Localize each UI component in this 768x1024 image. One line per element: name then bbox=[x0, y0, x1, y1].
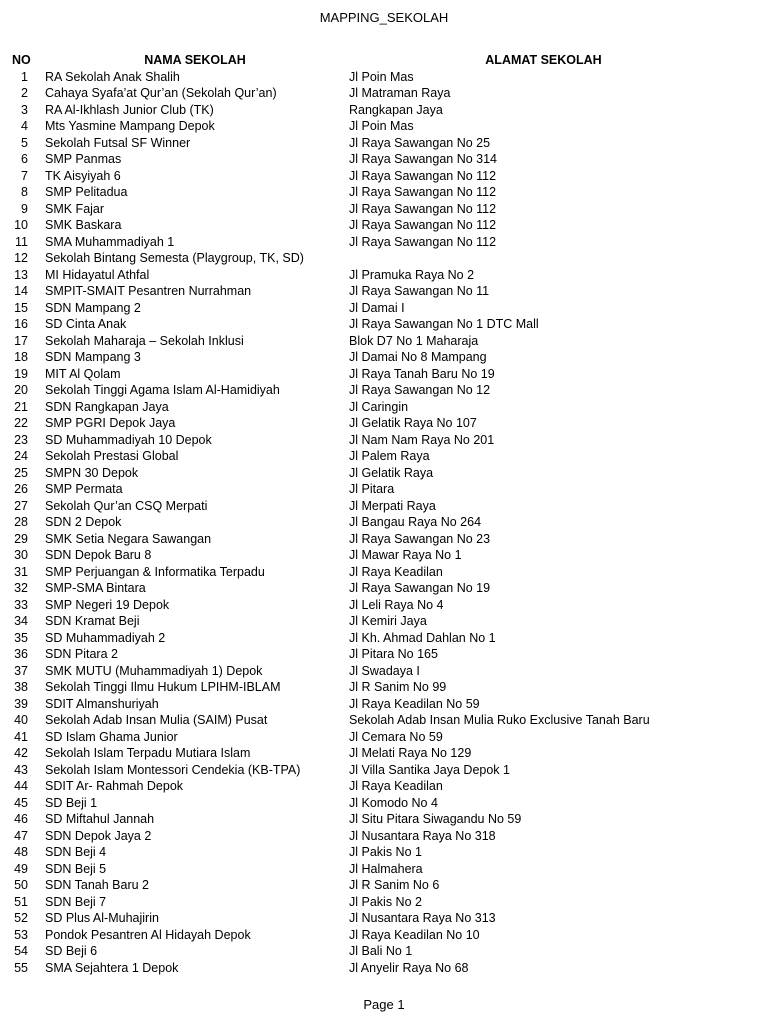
school-name: SDIT Ar- Rahmah Depok bbox=[45, 779, 184, 793]
row-number: 35 bbox=[14, 630, 28, 645]
table-row bbox=[0, 960, 768, 977]
row-number: 13 bbox=[14, 267, 28, 282]
school-name: SMP Negeri 19 Depok bbox=[45, 597, 170, 612]
row-number: 9 bbox=[21, 201, 28, 216]
table-row bbox=[0, 795, 768, 812]
school-address: Jl Raya Sawangan No 112 bbox=[349, 185, 497, 199]
row-number: 27 bbox=[14, 498, 28, 513]
school-name: SD Islam Ghama Junior bbox=[45, 729, 178, 744]
row-number: 20 bbox=[14, 383, 28, 397]
school-name: Pondok Pesantren Al Hidayah Depok bbox=[45, 927, 251, 942]
school-name: SD Miftahul Jannah bbox=[45, 812, 155, 826]
school-name: SDN Pitara 2 bbox=[45, 647, 118, 661]
table-row bbox=[0, 217, 768, 234]
table-row bbox=[0, 828, 768, 845]
school-address: Rangkapan Jaya bbox=[349, 102, 443, 117]
school-name: TK Aisyiyah 6 bbox=[45, 168, 121, 183]
row-number: 48 bbox=[14, 845, 28, 859]
school-address: Blok D7 No 1 Maharaja bbox=[349, 333, 479, 348]
school-address: Jl Matraman Raya bbox=[349, 86, 451, 100]
document-title: MAPPING_SEKOLAH bbox=[319, 10, 449, 25]
school-address: Jl Pakis No 1 bbox=[349, 845, 422, 859]
school-table-container bbox=[0, 52, 768, 976]
school-address: Jl Poin Mas bbox=[349, 119, 414, 133]
school-name: SDN Rangkapan Jaya bbox=[45, 399, 169, 414]
table-row bbox=[0, 366, 768, 383]
school-address: Jl Raya Sawangan No 23 bbox=[349, 531, 491, 546]
school-address: Jl Pakis No 2 bbox=[349, 894, 422, 909]
table-row bbox=[0, 300, 768, 317]
table-row bbox=[0, 234, 768, 251]
row-number: 37 bbox=[14, 663, 28, 678]
school-address: Jl Leli Raya No 4 bbox=[349, 597, 444, 612]
row-number: 42 bbox=[14, 746, 28, 760]
row-number: 6 bbox=[21, 152, 28, 166]
school-name: SD Plus Al-Muhajirin bbox=[45, 911, 159, 925]
table-row bbox=[0, 399, 768, 416]
table-row bbox=[0, 597, 768, 614]
table-row bbox=[0, 432, 768, 449]
row-number: 5 bbox=[21, 135, 28, 150]
row-number: 1 bbox=[21, 69, 28, 84]
school-address: Sekolah Adab Insan Mulia Ruko Exclusive Tanah Baru bbox=[349, 713, 650, 727]
row-number: 53 bbox=[14, 927, 28, 942]
school-name: SDN Depok Baru 8 bbox=[45, 548, 152, 562]
school-name: SD Beji 6 bbox=[45, 944, 98, 958]
row-number: 36 bbox=[14, 647, 28, 661]
table-row bbox=[0, 135, 768, 152]
row-number: 39 bbox=[14, 696, 28, 711]
school-address: Jl Pitara bbox=[349, 482, 395, 496]
school-address: Jl Raya Sawangan No 25 bbox=[349, 135, 491, 150]
school-name: SDN Depok Jaya 2 bbox=[45, 828, 152, 843]
school-address: Jl R Sanim No 99 bbox=[349, 680, 447, 694]
school-address: Jl Anyelir Raya No 68 bbox=[349, 960, 469, 975]
school-name: Sekolah Islam Terpadu Mutiara Islam bbox=[45, 746, 251, 760]
school-address: Jl Mawar Raya No 1 bbox=[349, 548, 462, 562]
school-name: SMA Muhammadiyah 1 bbox=[45, 234, 175, 249]
school-name: SMP Pelitadua bbox=[45, 185, 128, 199]
school-name: SDN Beji 7 bbox=[45, 894, 107, 909]
school-address: Jl Raya Sawangan No 112 bbox=[349, 201, 497, 216]
school-address: Jl Pitara No 165 bbox=[349, 647, 438, 661]
table-row bbox=[0, 547, 768, 564]
school-address bbox=[349, 250, 768, 267]
school-address: Jl Kh. Ahmad Dahlan No 1 bbox=[349, 630, 496, 645]
school-address: Jl Bangau Raya No 264 bbox=[349, 515, 482, 529]
school-table bbox=[0, 52, 768, 976]
school-address: Jl Swadaya I bbox=[349, 663, 420, 678]
school-name: SMP Panmas bbox=[45, 152, 122, 166]
school-name: SMPN 30 Depok bbox=[45, 465, 139, 480]
school-name: Cahaya Syafa’at Qur’an (Sekolah Qur’an) bbox=[45, 86, 277, 100]
row-number: 49 bbox=[14, 861, 28, 876]
school-address: Jl Gelatik Raya bbox=[349, 465, 434, 480]
row-number: 8 bbox=[21, 185, 28, 199]
school-name: SMP-SMA Bintara bbox=[45, 581, 146, 595]
school-address: Jl Raya Keadilan bbox=[349, 564, 443, 579]
school-name: Mts Yasmine Mampang Depok bbox=[45, 119, 215, 133]
header-school-address: ALAMAT SEKOLAH bbox=[485, 53, 602, 67]
school-name: SMA Sejahtera 1 Depok bbox=[45, 960, 179, 975]
table-row bbox=[0, 613, 768, 630]
table-row bbox=[0, 564, 768, 581]
school-name: SDIT Almanshuriyah bbox=[45, 696, 159, 711]
school-address: Jl Situ Pitara Siwagandu No 59 bbox=[349, 812, 522, 826]
row-number: 55 bbox=[14, 960, 28, 975]
school-name: Sekolah Islam Montessori Cendekia (KB-TPA) bbox=[45, 762, 301, 777]
school-name: SMPIT-SMAIT Pesantren Nurrahman bbox=[45, 284, 252, 298]
school-address: Jl Pramuka Raya No 2 bbox=[349, 267, 475, 282]
row-number: 54 bbox=[14, 944, 28, 958]
table-row bbox=[0, 580, 768, 597]
school-address: Jl Merpati Raya bbox=[349, 498, 436, 513]
table-row bbox=[0, 448, 768, 465]
row-number: 10 bbox=[14, 218, 28, 232]
row-number: 12 bbox=[14, 251, 28, 265]
page-number: Page 1 bbox=[363, 997, 405, 1012]
table-row bbox=[0, 349, 768, 366]
row-number: 17 bbox=[14, 333, 28, 348]
school-address: Jl Raya Sawangan No 1 DTC Mall bbox=[349, 317, 539, 331]
row-number: 41 bbox=[14, 729, 28, 744]
school-address: Jl Raya Sawangan No 112 bbox=[349, 218, 497, 232]
school-name: SDN Kramat Beji bbox=[45, 614, 140, 628]
school-address: Jl Raya Sawangan No 112 bbox=[349, 234, 497, 249]
row-number: 23 bbox=[14, 432, 28, 447]
row-number: 29 bbox=[14, 531, 28, 546]
school-address: Jl Poin Mas bbox=[349, 69, 414, 84]
table-row bbox=[0, 762, 768, 779]
school-address: Jl Nusantara Raya No 313 bbox=[349, 911, 496, 925]
school-address: Jl Nusantara Raya No 318 bbox=[349, 828, 496, 843]
table-row bbox=[0, 514, 768, 531]
row-number: 4 bbox=[21, 119, 28, 133]
school-name: SDN Beji 5 bbox=[45, 861, 107, 876]
table-row bbox=[0, 267, 768, 284]
school-name: Sekolah Adab Insan Mulia (SAIM) Pusat bbox=[45, 713, 268, 727]
row-number: 21 bbox=[14, 399, 28, 414]
school-address: Jl Kemiri Jaya bbox=[349, 614, 427, 628]
row-number: 46 bbox=[14, 812, 28, 826]
table-row bbox=[0, 333, 768, 350]
table-row bbox=[0, 778, 768, 795]
row-number: 34 bbox=[14, 614, 28, 628]
table-row bbox=[0, 910, 768, 927]
school-name: Sekolah Tinggi Agama Islam Al-Hamidiyah bbox=[45, 383, 280, 397]
row-number: 47 bbox=[14, 828, 28, 843]
school-name: SMP PGRI Depok Jaya bbox=[45, 416, 176, 430]
school-address: Jl Halmahera bbox=[349, 861, 423, 876]
table-row bbox=[0, 927, 768, 944]
school-address: Jl Bali No 1 bbox=[349, 944, 413, 958]
school-address: Jl Cemara No 59 bbox=[349, 729, 443, 744]
row-number: 38 bbox=[14, 680, 28, 694]
table-row bbox=[0, 630, 768, 647]
row-number: 16 bbox=[14, 317, 28, 331]
school-name: Sekolah Bintang Semesta (Playgroup, TK, SD) bbox=[45, 251, 304, 265]
school-address: Jl Raya Sawangan No 19 bbox=[349, 581, 491, 595]
school-name: SMK Baskara bbox=[45, 218, 122, 232]
table-row bbox=[0, 894, 768, 911]
row-number: 22 bbox=[14, 416, 28, 430]
table-row bbox=[0, 745, 768, 762]
table-row bbox=[0, 844, 768, 861]
school-name: Sekolah Maharaja – Sekolah Inklusi bbox=[45, 333, 244, 348]
row-number: 2 bbox=[21, 86, 28, 100]
school-name: SDN 2 Depok bbox=[45, 515, 122, 529]
school-address: Jl Villa Santika Jaya Depok 1 bbox=[349, 762, 510, 777]
row-number: 31 bbox=[14, 564, 28, 579]
row-number: 11 bbox=[15, 234, 28, 249]
table-row bbox=[0, 201, 768, 218]
school-name: SD Muhammadiyah 2 bbox=[45, 630, 166, 645]
table-row bbox=[0, 69, 768, 86]
row-number: 18 bbox=[14, 350, 28, 364]
row-number: 26 bbox=[14, 482, 28, 496]
table-row bbox=[0, 663, 768, 680]
school-name: SMK Fajar bbox=[45, 201, 105, 216]
school-name: RA Sekolah Anak Shalih bbox=[45, 69, 180, 84]
school-address: Jl Raya Sawangan No 11 bbox=[349, 284, 490, 298]
school-name: Sekolah Tinggi Ilmu Hukum LPIHM-IBLAM bbox=[45, 680, 281, 694]
table-row bbox=[0, 168, 768, 185]
table-row bbox=[0, 861, 768, 878]
school-name: SDN Mampang 3 bbox=[45, 350, 141, 364]
school-name: SDN Tanah Baru 2 bbox=[45, 878, 149, 892]
table-row bbox=[0, 877, 768, 894]
school-name: Sekolah Qur’an CSQ Merpati bbox=[45, 498, 208, 513]
school-address: Jl Raya Keadilan No 10 bbox=[349, 927, 480, 942]
row-number: 32 bbox=[14, 581, 28, 595]
school-name: Sekolah Futsal SF Winner bbox=[45, 135, 191, 150]
school-address: Jl Melati Raya No 129 bbox=[349, 746, 472, 760]
school-address: Jl R Sanim No 6 bbox=[349, 878, 440, 892]
school-address: Jl Raya Keadilan No 59 bbox=[349, 696, 480, 711]
table-row bbox=[0, 481, 768, 498]
table-row bbox=[0, 679, 768, 696]
school-name: SMP Permata bbox=[45, 482, 123, 496]
table-row bbox=[0, 811, 768, 828]
school-name: SDN Beji 4 bbox=[45, 845, 107, 859]
table-row bbox=[0, 382, 768, 399]
table-row bbox=[0, 531, 768, 548]
table-body bbox=[0, 69, 768, 977]
table-row bbox=[0, 118, 768, 135]
school-name: SD Beji 1 bbox=[45, 795, 98, 810]
school-address: Jl Palem Raya bbox=[349, 449, 430, 463]
table-header-row bbox=[0, 52, 768, 69]
school-address: Jl Caringin bbox=[349, 399, 409, 414]
table-row bbox=[0, 943, 768, 960]
school-name: SMK MUTU (Muhammadiyah 1) Depok bbox=[45, 663, 263, 678]
school-address: Jl Damai No 8 Mampang bbox=[349, 350, 487, 364]
row-number: 3 bbox=[21, 102, 28, 117]
school-address: Jl Raya Sawangan No 12 bbox=[349, 383, 491, 397]
school-address: Jl Komodo No 4 bbox=[349, 795, 438, 810]
row-number: 25 bbox=[14, 465, 28, 480]
school-name: SD Cinta Anak bbox=[45, 317, 127, 331]
row-number: 51 bbox=[14, 894, 28, 909]
row-number: 28 bbox=[14, 515, 28, 529]
row-number: 7 bbox=[21, 168, 28, 183]
row-number: 24 bbox=[14, 449, 28, 463]
school-address: Jl Raya Keadilan bbox=[349, 779, 443, 793]
table-row bbox=[0, 415, 768, 432]
table-row bbox=[0, 646, 768, 663]
school-name: Sekolah Prestasi Global bbox=[45, 449, 179, 463]
table-row bbox=[0, 729, 768, 746]
school-name: SMP Perjuangan & Informatika Terpadu bbox=[45, 564, 265, 579]
school-address: Jl Raya Sawangan No 314 bbox=[349, 152, 498, 166]
school-name: SDN Mampang 2 bbox=[45, 300, 141, 315]
row-number: 19 bbox=[14, 366, 28, 381]
row-number: 15 bbox=[14, 300, 28, 315]
school-name: MIT Al Qolam bbox=[45, 366, 121, 381]
table-row bbox=[0, 151, 768, 168]
school-name: SD Muhammadiyah 10 Depok bbox=[45, 432, 212, 447]
row-number: 52 bbox=[14, 911, 28, 925]
row-number: 30 bbox=[14, 548, 28, 562]
school-address: Jl Raya Sawangan No 112 bbox=[349, 168, 497, 183]
table-row bbox=[0, 85, 768, 102]
row-number: 50 bbox=[14, 878, 28, 892]
row-number: 44 bbox=[14, 779, 28, 793]
table-row bbox=[0, 250, 768, 267]
row-number: 40 bbox=[14, 713, 28, 727]
table-row bbox=[0, 102, 768, 119]
row-number: 14 bbox=[14, 284, 28, 298]
school-name: MI Hidayatul Athfal bbox=[45, 267, 150, 282]
row-number: 45 bbox=[14, 795, 28, 810]
table-row bbox=[0, 316, 768, 333]
table-row bbox=[0, 498, 768, 515]
school-name: SMK Setia Negara Sawangan bbox=[45, 531, 212, 546]
school-address: Jl Damai I bbox=[349, 300, 405, 315]
row-number: 33 bbox=[14, 597, 28, 612]
school-name: RA Al-Ikhlash Junior Club (TK) bbox=[45, 102, 214, 117]
table-row bbox=[0, 283, 768, 300]
school-address: Jl Raya Tanah Baru No 19 bbox=[349, 366, 495, 381]
row-number: 43 bbox=[14, 762, 28, 777]
header-school-name: NAMA SEKOLAH bbox=[144, 53, 246, 67]
table-row bbox=[0, 465, 768, 482]
school-address: Jl Gelatik Raya No 107 bbox=[349, 416, 477, 430]
header-no: NO bbox=[12, 53, 31, 67]
school-address: Jl Nam Nam Raya No 201 bbox=[349, 432, 495, 447]
table-row bbox=[0, 712, 768, 729]
table-row bbox=[0, 184, 768, 201]
table-row bbox=[0, 696, 768, 713]
